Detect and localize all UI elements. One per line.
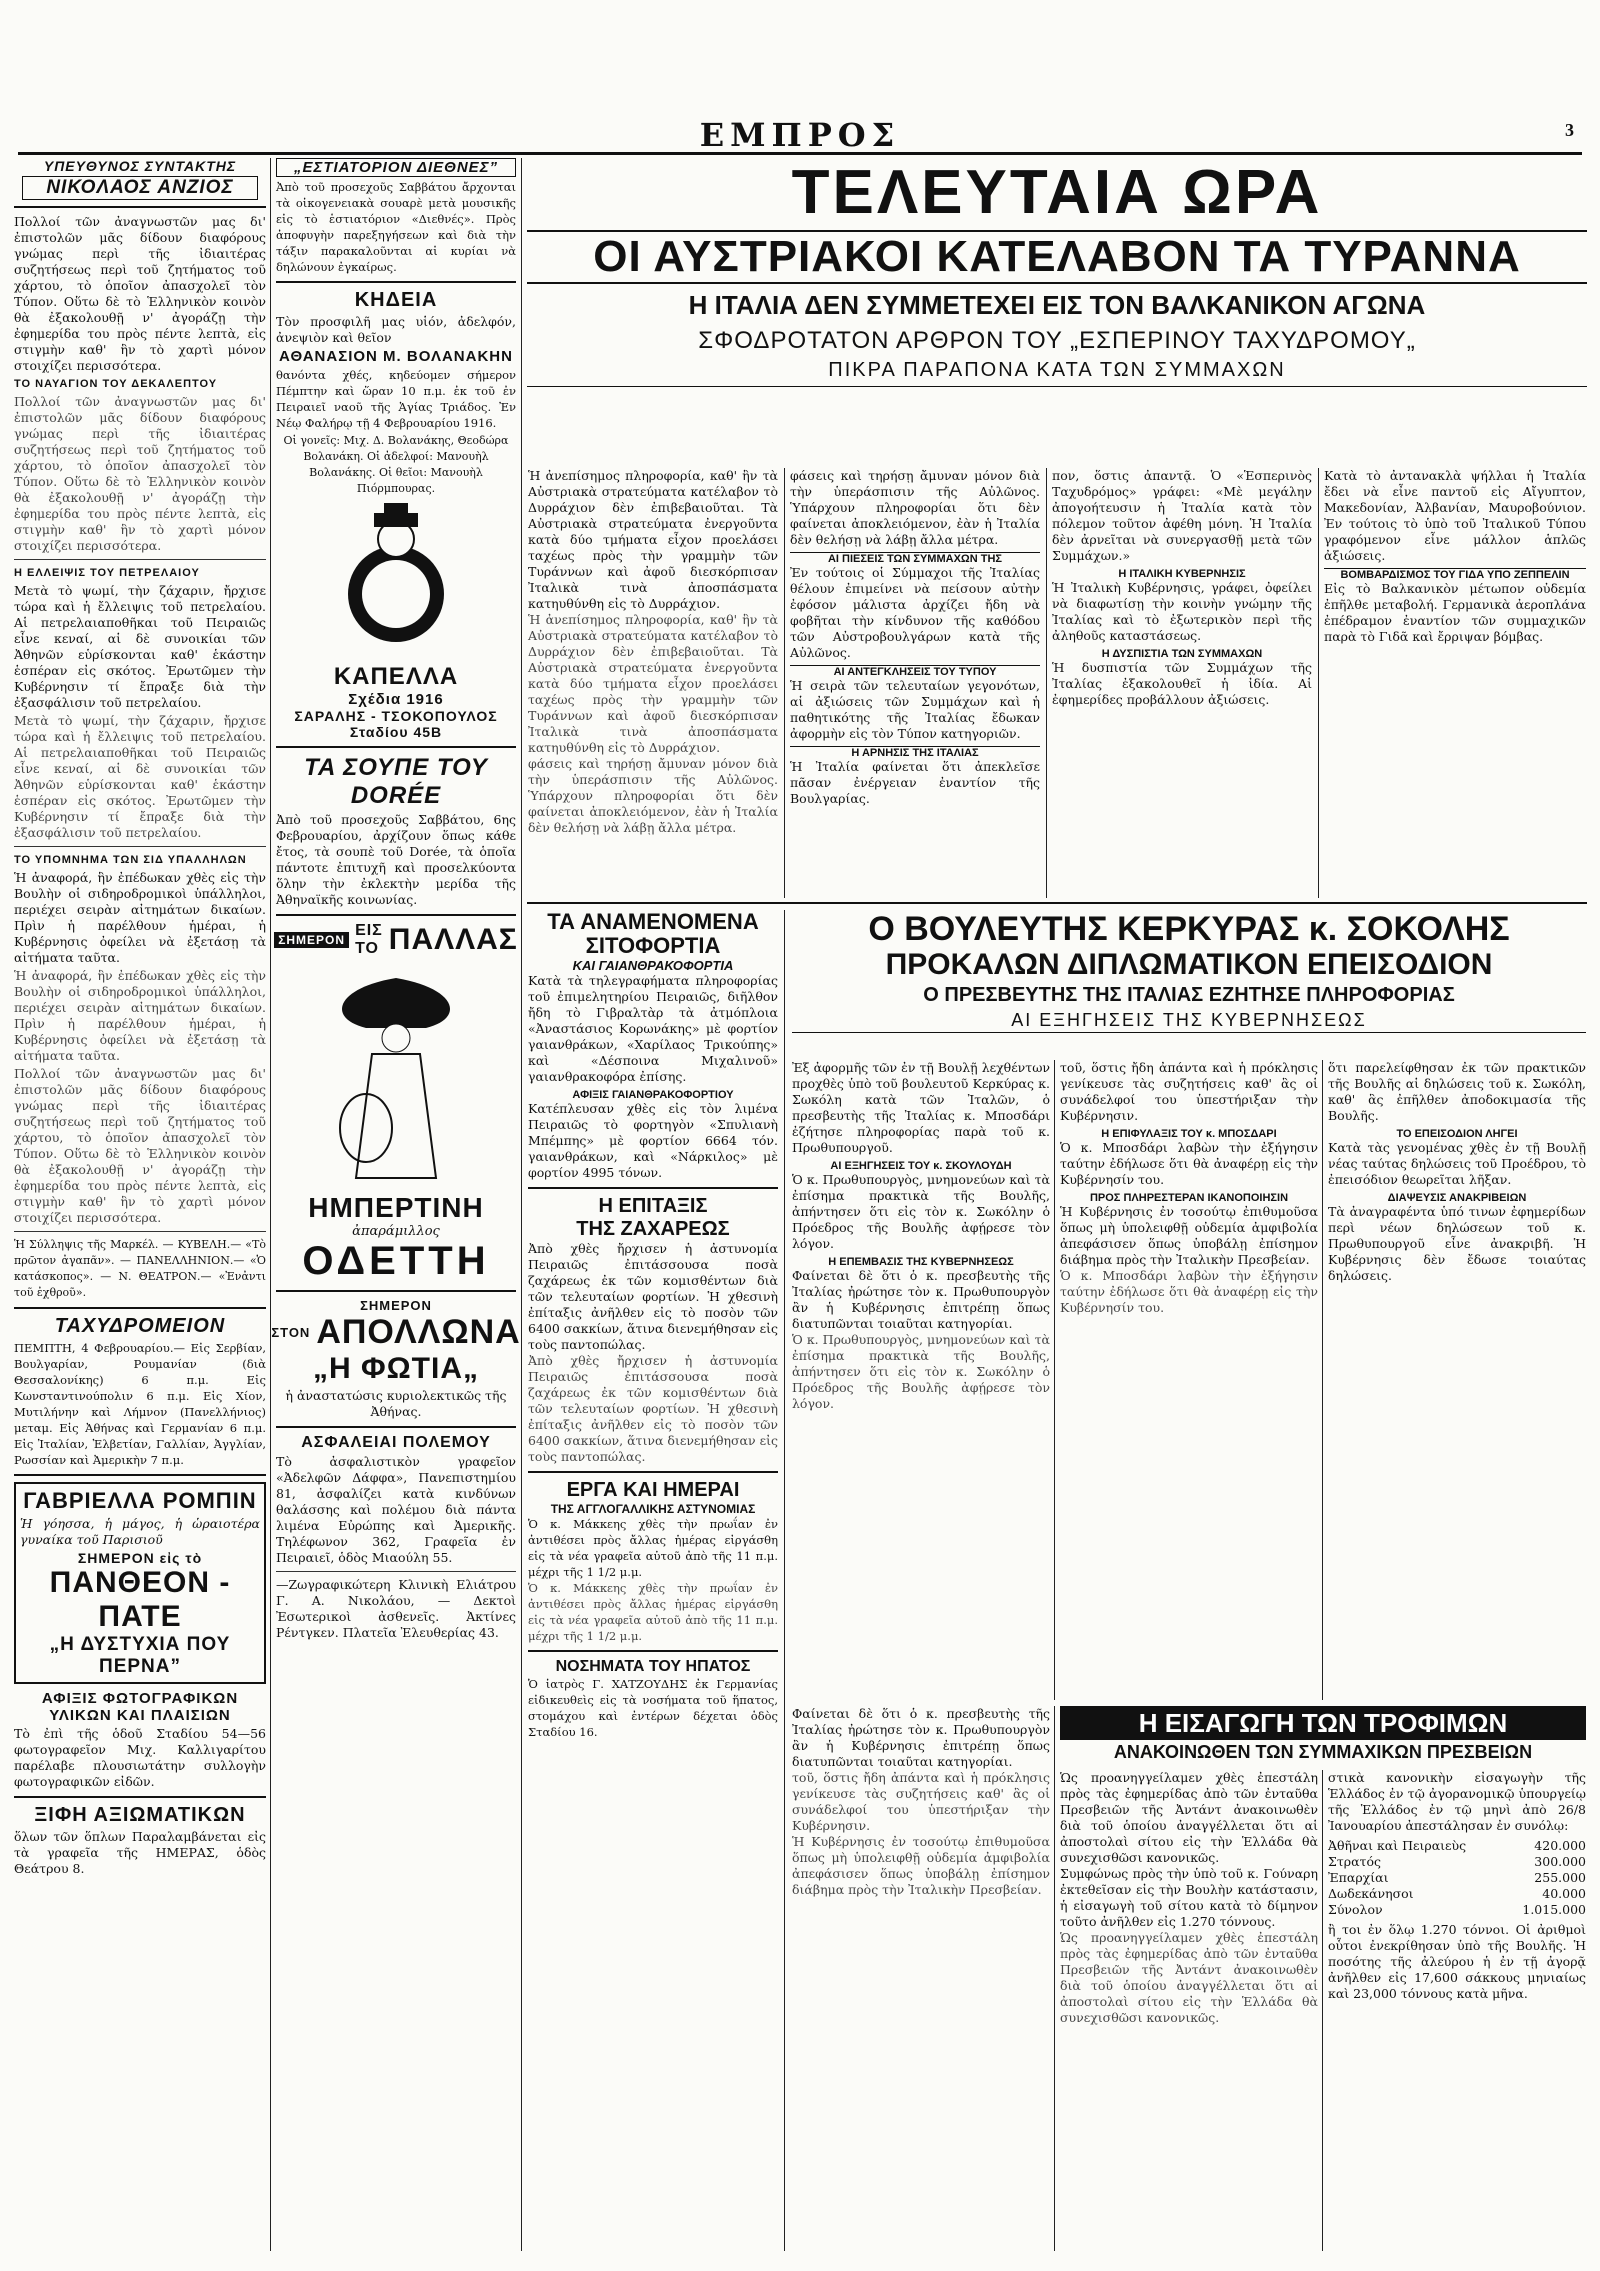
supply-label: Στρατός	[1328, 1854, 1381, 1869]
column-rule	[521, 158, 522, 2251]
obituary-intro: Τὸν προσφιλῆ μας υἱόν, ἀδελφόν, ἀνεψιὸν καὶ θεῖον	[276, 314, 516, 345]
column-rule	[270, 158, 271, 2251]
section-line-4: ΑΙ ΕΞΗΓΗΣΕΙΣ ΤΗΣ ΚΥΒΕΡΝΗΣΕΩΣ	[792, 1008, 1586, 1033]
article-subhead: Η ΔΥΣΠΙΣΤΙΑ ΤΩΝ ΣΥΜΜΑΧΩΝ	[1101, 648, 1263, 660]
divider	[14, 1307, 266, 1309]
divider	[276, 1571, 516, 1572]
kerkyra-col-2	[1060, 1060, 1318, 1700]
soupe-text: Ἀπὸ τοῦ προσεχοῦς Σαββάτου, 6ης Φεβρουαρίου, ἀρχίζουν ὅπως κάθε ἔτος, τὰ σουπὲ τοῦ Dorée, τὰ ὁποῖα πάντοτε ἐπιτυχῆ καὶ προσελκύοντα ὅλην τὴν ἐκλεκτὴν μερίδα τῆς Ἀθηναϊκῆς κοινωνίας.	[276, 812, 516, 907]
divider	[528, 1471, 778, 1473]
article-text: Ἡ Ἰταλικὴ Κυβέρνησις, γράφει, ὀφείλει νὰ διαφωτίσῃ τὴν κοινὴν γνώμην τῆς Ἰταλίας καὶ τὸ ἐξωτερικὸν περὶ τῆς ἀληθοῦς καταστάσεως.	[1052, 580, 1312, 643]
article-text: Ἡ ἀναφορά, ἣν ἐπέδωκαν χθὲς εἰς τὴν Βουλὴν οἱ σιδηροδρομικοὶ ὑπάλληλοι, περιέχει σειρὰν αἰτημάτων δικαίων. Πρὶν ἡ παρέλθουν ἡμέραι, ἡ Κυβέρνησις ὀφείλει νὰ ἐξετάσῃ τὰ αἰτήματα ταῦτα.	[14, 968, 266, 1063]
woman-illustration	[276, 958, 516, 1188]
article-text: φάσεις καὶ τηρήσῃ ἄμυναν μόνον διὰ τὴν ὑπεράσπισιν τῆς Αὐλῶνος. Ὑπάρχουν πληροφορίαι ὅτι δὲν φαίνεται ἀποκλειόμενον, ἐὰν ἡ Ἰταλία δὲν θελήσῃ νὰ λάβῃ ἄλλα μέτρα.	[528, 756, 778, 835]
page-number: 3	[1565, 120, 1574, 140]
article-subhead: ΤΟ ΝΑΥΑΓΙΟΝ ΤΟΥ ΔΕΚΑΛΕΠΤΟΥ	[14, 378, 218, 390]
article-text: Ὁ κ. Πρωθυπουργὸς, μνημονεύων καὶ τὰ ἐπίσημα πρακτικὰ τῆς Βουλῆς, ἀπήντησεν ὅτι εἰς τὸν κ. Σωκόλην ὁ Πρόεδρος τῆς Βουλῆς ἀφῄρεσε τὸν λόγον.	[792, 1172, 1050, 1251]
section-subheadline: ΤΗΣ ΖΑΧΑΡΕΩΣ	[576, 1218, 730, 1240]
article-text: πον, ὅστις ἀπαντᾷ. Ὁ «Ἑσπερινὸς Ταχυδρόμος» γράφει: «Μὲ μεγάλην ἀπογοήτευσιν ἡ Ἰταλία κατὰ τὸν πόλεμον τοῦτον ἀφέθη μόνη. Ἡ Ἰταλία δὲν ἀρνεῖται νὰ συνεργασθῇ μετὰ τῶν Συμμάχων.»	[1052, 468, 1312, 563]
section-headline: ΝΟΣΗΜΑΤΑ ΤΟΥ ΗΠΑΤΟΣ	[555, 1658, 751, 1675]
column-rule	[1046, 468, 1047, 898]
doctor-text: —Ζωγραφικώτερη Κλινικὴ Ελιάτρου Γ. Α. Νικολάου, — Δεκτοὶ Ἐσωτερικοὶ ἀσθενεῖς. Ἀκτίνες Ρέντγκεν. Πλατεῖα Ἐλευθερίας 43.	[276, 1577, 516, 1640]
article-text: Πολλοί τῶν ἀναγνωστῶν μας δι' ἐπιστολῶν μᾶς δίδουν διαφόρους γνώμας περὶ τῆς ἰδιαιτέρας συζητήσεως περὶ τοῦ ζητήματος τοῦ χάρτου, τὸ ὁποῖον ἀπασχολεῖ τὸν Τύπον. Οὕτω δὲ τὸ Ἑλληνικὸν κοινὸν θὰ ἐξακολουθῇ ν' ἀγοράζῃ τὴν ἐφημερίδα του πρὸς πέντε λεπτὰ, εἰς στιγμὴν καθ' ἣν τὸ χαρτὶ μόνον στοιχίζει περισσότερα.	[14, 214, 266, 373]
article-text: Κατὰ τὰ τηλεγραφήματα πληροφορίας τοῦ ἐπιμελητηρίου Πειραιῶς, διῆλθον ἤδη τὸ Γιβραλτὰρ τὰ ἀτμόπλοια «Ἀναστάσιος Κορωνάκης» μὲ φορτίον γαιανθράκων, «Χαρίλαος Τρικούπης» καὶ «Δέσποινα Μιχαλινοῦ» γαιανθρακοφόρα ἐπίσης.	[528, 973, 778, 1084]
article-subhead: ΒΟΜΒΑΡΔΙΣΜΟΣ ΤΟΥ ΓΙΔΑ ΥΠΟ ΖΕΠΠΕΛΙΝ	[1324, 568, 1586, 581]
section-headline: ΕΡΓΑ ΚΑΙ ΗΜΕΡΑΙ	[566, 1479, 740, 1501]
ad-text: ὅλων τῶν ὅπλων Παραλαμβάνεται εἰς τὰ γραφεῖα τῆς ΗΜΕΡΑΣ, ὁδὸς Θεάτρου 8.	[14, 1829, 266, 1876]
divider	[14, 206, 266, 208]
supply-label: Σύνολον	[1328, 1902, 1383, 1917]
article-text: Ὁ κ. Μάκκεης χθὲς τὴν πρωΐαν ἐν ἀντιθέσει πρὸς ἄλλας ἡμέρας εἰργάσθη εἰς τὰ νέα γραφεῖα αὐτοῦ ἀπὸ τῆς 11 π.μ. μέχρι τῆς 1 1/2 μ.μ.	[528, 1581, 778, 1643]
section-subheadline: ΤΗΣ ΑΓΓΛΟΓΑΛΛΙΚΗΣ ΑΣΤΥΝΟΜΙΑΣ	[550, 1502, 756, 1516]
ad-prefix: ΕΙΣ ΤΟ	[355, 922, 383, 957]
ad-title: ΑΦΙΞΙΣ ΦΩΤΟΓΡΑΦΙΚΩΝ ΥΛΙΚΩΝ ΚΑΙ ΠΛΑΙΣΙΩΝ	[41, 1690, 239, 1724]
article-text: φάσεις καὶ τηρήσῃ ἄμυναν μόνον διὰ τὴν ὑπεράσπισιν τῆς Αὐλῶνος. Ὑπάρχουν πληροφορίαι ὅτι δὲν φαίνεται ἀποκλειόμενον, ἐὰν ἡ Ἰταλία δὲν θελήσῃ νὰ λάβῃ ἄλλα μέτρα.	[790, 468, 1040, 547]
supply-row	[1328, 1838, 1586, 1854]
imperial-sub: ἀπαράμιλλος	[352, 1224, 440, 1239]
article-text: Ἡ σειρὰ τῶν τελευταίων γεγονότων, αἱ ἀξιώσεις τῶν Συμμάχων καὶ ἡ παθητικότης τῆς Ἰταλίας ἔδωκαν ἀφορμὴν εἰς τὸν Τύπον κατηγοριῶν.	[790, 678, 1040, 741]
article-text: Ἡ δυσπιστία τῶν Συμμάχων τῆς Ἰταλίας ἐξακολουθεῖ ἡ ἰδία. Αἱ ἐφημερίδες προβάλλουν ἀξιώσεις.	[1052, 660, 1312, 707]
supply-table	[1328, 1838, 1586, 1918]
divider	[276, 914, 516, 916]
theatre-notes: Ἡ Σύλληψις τῆς Μαρκέλ. — ΚΥΒΕΛΗ.— «Τὸ πρῶτον ἀγαπᾶν». — ΠΑΝΕΛΛΗΝΙΟΝ.— «Ὁ κατάσκοπος». — Ν. ΘΕΑΤΡΟΝ.— «Ἐνἀντι τοῦ ἐχθροῦ».	[14, 1238, 266, 1299]
article-subhead: Η ΑΡΝΗΣΙΣ ΤΗΣ ΙΤΑΛΙΑΣ	[790, 746, 1040, 759]
ad-text: ἡ ἀναστατώσις κυριολεκτικῶς τῆς Ἀθήνας.	[285, 1388, 507, 1419]
divider	[528, 1187, 778, 1189]
ad-pantheon	[14, 1482, 266, 1684]
section-subheadline: ΚΑΙ ΓΑΙΑΝΘΡΑΚΟΦΟΡΤΙΑ	[572, 958, 734, 973]
article-subhead: Η ΕΛΛΕΙΨΙΣ ΤΟΥ ΠΕΤΡΕΛΑΙΟΥ	[14, 567, 200, 579]
article-text: Ἀπὸ χθὲς ἤρχισεν ἡ ἀστυνομία Πειραιῶς ἐπιτάσσουσα ποσὰ ζαχάρεως ἐκ τῶν κομισθέντων διὰ τῶν τελευταίων φορτίων. Ἡ χθεσινὴ ἐπίταξις ἀνῆλθεν εἰς τὸ ποσὸν τῶν 6400 σακκίων, ἅτινα διενεμήθησαν εἰς τοὺς παντοπώλας.	[528, 1353, 778, 1464]
article-subhead: ΑΙ ΑΝΤΕΓΚΛΗΣΕΙΣ ΤΟΥ ΤΥΠΟΥ	[790, 665, 1040, 678]
article-text: ἢ τοι ἐν ὅλῳ 1.270 τόννοι. Οἱ ἀριθμοὶ οὗτοι ἐνεκρίθησαν ὑπὸ τῆς Βουλῆς. Ἡ ποσότης τῆς ἀλεύρου ἡ ἐν τῇ ἀγορᾷ ἀνῆλθεν εἰς 17,600 σάκκους μηνιαίως καὶ 23,000 τόννους κατὰ μῆνα.	[1328, 1922, 1586, 2001]
article-text: Κατὰ τὸ ἀντανακλὰ ψήλλαι ἡ Ἰταλία ἔδει νὰ εἶνε παντοῦ εἰς Αἴγυπτον, Μακεδονίαν, Ἀλβανίαν, Μαυροβούνιον. Ἐν τούτοις τὸ ὑπὸ τοῦ Ἰταλικοῦ Τύπου γραφόμενον εἶνε μάλλον ἁπλῶς ἀξιώσεις.	[1324, 468, 1586, 563]
ad-today: ΣΗΜΕΡΟΝ εἰς τὸ	[77, 1550, 203, 1566]
calendar-address: Σταδίου 45Β	[349, 724, 443, 740]
article-text: Μετὰ τὸ ψωμί, τὴν ζάχαριν, ἤρχισε τώρα καὶ ἡ ἔλλειψις τοῦ πετρελαίου. Αἱ πετρελαιαποθῆκαι τοῦ Πειραιῶς εἶνε κεναί, αἱ δὲ συνοικίαι τῶν Ἀθηνῶν εὑρίσκονται καθ' ἑκάστην ἑσπέραν εἰς σκότος. Ἐρωτῶμεν τὴν Κυβέρνησιν τί ἔπραξε διὰ τὴν ἐξασφάλισιν τοῦ πετρελαίου.	[14, 713, 266, 840]
soupe-title: ΤΑ ΣΟΥΠΕ ΤΟΥ DORÉE	[304, 754, 488, 809]
calendar-year: Σχέδια 1916	[348, 691, 444, 708]
ad-prefix: ΣΤΟΝ	[271, 1325, 311, 1340]
supply-row	[1328, 1902, 1586, 1918]
article-text: Κατὰ τὰς γενομένας χθὲς ἐν τῇ Βουλῇ νέας ταύτας δηλώσεις τοῦ Προέδρου, τὸ ἐπεισόδιον θεωρεῖται λῆξαν.	[1328, 1140, 1586, 1187]
article-subhead: ΑΙ ΕΞΗΓΗΣΕΙΣ ΤΟΥ κ. ΣΚΟΥΛΟΥΔΗ	[830, 1160, 1012, 1172]
article-text: Συμφώνως πρὸς τὴν ὑπὸ τοῦ κ. Γούναρη ἐκτεθεῖσαν εἰς τὴν Βουλὴν κατάστασιν, ἡ εἰσαγωγὴ τοῦ σίτου κατὰ τὸ δίμηνον τοῦτο ἀνῆλθεν εἰς 1.270 τόννους.	[1060, 1866, 1318, 1929]
ad-today: ΣΗΜΕΡΟΝ	[360, 1298, 432, 1313]
food-col-2	[1328, 1770, 1586, 2250]
article-subhead: ΔΙΑΨΕΥΣΙΣ ΑΝΑΚΡΙΒΕΙΩΝ	[1387, 1192, 1527, 1204]
kerkyra-col-3	[1328, 1060, 1586, 1700]
ad-text: Τὸ ἐπὶ τῆς ὁδοῦ Σταδίου 54—56 φωτογραφεῖον Μιχ. Καλλιγαρίτου παρέλαβε πλουσιωτάτην συλλογὴν φωτογραφικῶν εἰδῶν.	[14, 1726, 266, 1789]
section-headline: ΤΑ ΑΝΑΜΕΝΟΜΕΝΑ ΣΙΤΟΦΟΡΤΙΑ	[547, 909, 759, 958]
article-text: Ὡς προανηγγείλαμεν χθὲς ἐπεστάλη πρὸς τὰς ἐφημερίδας ἀπὸ τῶν ἐνταῦθα Πρεσβειῶν τῆς Ἀντάντ ἀνακοινωθὲν διὰ τοῦ ὁποίου ἀναγγέλλεται ὅτι αἱ ἀποστολαὶ σίτου εἰς τὴν Ἑλλάδα θὰ συνεχισθῶσι κανονικῶς.	[1060, 1770, 1318, 1865]
divider	[276, 281, 516, 283]
article-subhead: ΑΙ ΠΙΕΣΕΙΣ ΤΩΝ ΣΥΜΜΑΧΩΝ ΤΗΣ	[790, 552, 1040, 565]
lower-column-3	[528, 910, 778, 2250]
supply-value: 1.015.000	[1522, 1902, 1586, 1917]
article-text: Φαίνεται δὲ ὅτι ὁ κ. πρεσβευτὴς τῆς Ἰταλίας ἠρώτησε τὸν κ. Πρωθυπουργὸν ἂν ἡ Κυβέρνησις ἐπιτρέπῃ ὅπως διατυπῶνται τοιαῦται κατηγορίαι.	[792, 1706, 1050, 1769]
calendar-shop: ΣΑΡΑΛΗΣ - ΤΣΟΚΟΠΟΥΛΟΣ	[294, 708, 498, 724]
article-text: Ὁ κ. Πρωθυπουργὸς, μνημονεύων καὶ τὰ ἐπίσημα πρακτικὰ τῆς Βουλῆς, ἀπήντησεν ὅτι εἰς τὸν κ. Σωκόλην ὁ Πρόεδρος τῆς Βουλῆς ἀφῄρεσε τὸν λόγον.	[792, 1332, 1050, 1411]
column-rule	[1322, 1770, 1323, 2251]
obituary-title: ΚΗΔΕΙΑ	[354, 289, 438, 311]
obituary-text: θανόντα χθές, κηδεύομεν σήμερον Πέμπτην καὶ ὥραν 10 π.μ. ἐκ τοῦ ἐν Πειραιεῖ ναοῦ τῆς Ἁγίας Τριάδος. Ἐν Νέῳ Φαλήρῳ τῇ 4 Φεβρουαρίου 1916.	[276, 368, 516, 430]
article-text: Ἡ Κυβέρνησις ἐν τοσούτῳ ἐπιθυμοῦσα ὅπως μὴ ὑπολειφθῇ οὐδεμία ἀμφιβολία ἀπεφάσισεν ὅπως ὑποβάλῃ ἐπίσημον διάβημα πρὸς τὴν Ἰταλικὴν Πρεσβείαν.	[1060, 1204, 1318, 1267]
column-rule	[1322, 1060, 1323, 1700]
article-text: Τὰ ἀναγραφέντα ὑπό τινων ἐφημερίδων περὶ νέων δηλώσεων τοῦ κ. Πρωθυπουργοῦ εἶνε ἀνακριβῆ. Ἡ Κυβέρνησις δὲν ἔδωσε τοιαύτας δηλώσεις.	[1328, 1204, 1586, 1283]
news-column-5	[1052, 468, 1312, 898]
imperial-title: ΗΜΠΕΡΤΙΝΗ	[308, 1192, 484, 1223]
section-headline: Η ΕΙΣΑΓΩΓΗ ΤΩΝ ΤΡΟΦΙΜΩΝ	[1060, 1706, 1586, 1740]
article-text: Ὁ κ. Μποσδάρι λαβὼν τὴν ἐξήγησιν ταύτην ἐδήλωσε ὅτι θὰ ἀναφέρῃ εἰς τὴν Κυβέρνησίν του.	[1060, 1268, 1318, 1315]
article-text: ὅτι παρελείφθησαν ἐκ τῶν πρακτικῶν τῆς Βουλῆς αἱ δηλώσεις τοῦ κ. Σωκόλη, καθ' ἃς ἐπῆλθεν ἀποδοκιμασία τῆς Βουλῆς.	[1328, 1060, 1586, 1123]
ad-film: „Η ΦΩΤΙΑ„	[312, 1352, 479, 1385]
article-subhead: Η ΕΠΕΜΒΑΣΙΣ ΤΗΣ ΚΥΒΕΡΝΗΣΕΩΣ	[828, 1256, 1014, 1268]
section-line-3: Ο ΠΡΕΣΒΕΥΤΗΣ ΤΗΣ ΙΤΑΛΙΑΣ ΕΖΗΤΗΣΕ ΠΛΗΡΟΦΟΡΙΑΣ	[923, 984, 1455, 1006]
lower-col-4	[792, 1706, 1050, 2250]
calendar-illustration	[276, 499, 516, 659]
article-text: Φαίνεται δὲ ὅτι ὁ κ. πρεσβευτὴς τῆς Ἰταλίας ἠρώτησε τὸν κ. Πρωθυπουργὸν ἂν ἡ Κυβέρνησις ἐπιτρέπῃ ὅπως διατυπῶνται τοιαῦται κατηγορίαι.	[792, 1268, 1050, 1331]
article-text: Πολλοί τῶν ἀναγνωστῶν μας δι' ἐπιστολῶν μᾶς δίδουν διαφόρους γνώμας περὶ τῆς ἰδιαιτέρας συζητήσεως περὶ τοῦ ζητήματος τοῦ χάρτου, τὸ ὁποῖον ἀπασχολεῖ τὸν Τύπον. Οὕτω δὲ τὸ Ἑλληνικὸν κοινὸν θὰ ἐξακολουθῇ ν' ἀγοράζῃ τὴν ἐφημερίδα του πρὸς πέντε λεπτὰ, εἰς στιγμὴν καθ' ἣν τὸ χαρτὶ μόνον στοιχίζει περισσότερα.	[14, 1066, 266, 1225]
article-text: Ὁ κ. Μάκκεης χθὲς τὴν πρωΐαν ἐν ἀντιθέσει πρὸς ἄλλας ἡμέρας εἰργάσθη εἰς τὰ νέα γραφεῖα αὐτοῦ ἀπὸ τῆς 11 π.μ. μέχρι τῆς 1 1/2 μ.μ.	[528, 1517, 778, 1579]
insurance-title: ΑΣΦΑΛΕΙΑΙ ΠΟΛΕΜΟΥ	[301, 1434, 491, 1451]
article-text: Ὁ ἰατρὸς Γ. ΧΑΤΖΟΥΔΗΣ ἐκ Γερμανίας εἰδικευθεὶς εἰς τὰ νοσήματα τοῦ ἥπατος, στομάχου καὶ ἐντέρων δέχεται ὁδὸς Σταδίου 16.	[528, 1677, 778, 1739]
post-title: ΤΑΧΥΔΡΟΜΕΙΟΝ	[54, 1315, 226, 1337]
article-subhead: ΑΦΙΞΙΣ ΓΑΙΑΝΘΡΑΚΟΦΟΡΤΙΟΥ	[572, 1089, 734, 1101]
article-text: Μετὰ τὸ ψωμί, τὴν ζάχαριν, ἤρχισε τώρα καὶ ἡ ἔλλειψις τοῦ πετρελαίου. Αἱ πετρελαιαποθῆκαι τοῦ Πειραιῶς εἶνε κεναί, αἱ δὲ συνοικίαι τῶν Ἀθηνῶν εὑρίσκονται καθ' ἑκάστην ἑσπέραν εἰς σκότος. Ἐρωτῶμεν τὴν Κυβέρνησιν τί ἔπραξε διὰ τὴν ἐξασφάλισιν τοῦ πετρελαίου.	[14, 583, 266, 710]
divider	[527, 902, 1587, 904]
article-text: Ἐν τούτοις οἱ Σύμμαχοι τῆς Ἰταλίας θέλουν ἐπιμείνει νὰ πείσουν αὐτὴν ἐφόσον μάλιστα ἀρχίζει ἤδη νὰ φοβῆται τὴν κίνδυνον τῆς καθόδου τῶν Αὐστροβουλγάρων κατὰ τῆς Αὐλῶνος.	[790, 565, 1040, 660]
pallas-ad	[276, 922, 516, 958]
article-text: Ἀπὸ χθὲς ἤρχισεν ἡ ἀστυνομία Πειραιῶς ἐπιτάσσουσα ποσὰ ζαχάρεως ἐκ τῶν κομισθέντων διὰ τῶν τελευταίων φορτίων. Ἡ χθεσινὴ ἐπίταξις ἀνῆλθεν εἰς τὸ ποσὸν τῶν 6400 σακκίων, ἅτινα διενεμήθησαν εἰς τοὺς παντοπώλας.	[528, 1241, 778, 1352]
ad-title: ΓΑΒΡΙΕΛΛΑ ΡΟΜΠΙΝ	[23, 1488, 257, 1513]
column-rule	[1318, 468, 1319, 898]
article-text: Εἰς τὸ Βαλκανικὸν μέτωπον οὐδεμία ἐπῆλθε μεταβολή. Γερμανικὰ ἀεροπλάνα ἐπέδραμον ἐναντίον τῶν συμμαχικῶν παρὰ τὸ Γιδᾶ καὶ ἔρριψαν βόμβας.	[1324, 581, 1586, 644]
calendar-brand: ΚΑΠΕΛΛΑ	[333, 663, 459, 690]
divider	[276, 1290, 516, 1292]
article-text: Ἡ ἀνεπίσημος πληροφορία, καθ' ἣν τὰ Αὐστριακὰ στρατεύματα κατέλαβον τὸ Δυρράχιον δὲν ἐπιβεβαιοῦται. Τὰ Αὐστριακὰ στρατεύματα ἐνεργοῦντα κατὰ δύο τμήματα εἶχον προελάσει ταχέως πρὸς τὴν γραμμὴν τῶν Τυράννων καὶ ἀφοῦ διεσκόρπισαν Ἰταλικὰ τινὰ ἀποσπάσματα κατηυθύνθη εἰς τὸ Δυρράχιον.	[528, 612, 778, 755]
banner-line-5: ΠΙΚΡΑ ΠΑΡΑΠΟΝΑ ΚΑΤΑ ΤΩΝ ΣΥΜΜΑΧΩΝ	[527, 359, 1587, 387]
article-subhead: ΤΟ ΕΠΕΙΣΟΔΙΟΝ ΛΗΓΕΙ	[1396, 1128, 1518, 1140]
column-rule	[784, 468, 785, 898]
supply-value: 300.000	[1534, 1854, 1586, 1869]
banner-line-4: ΣΦΟΔΡΟΤΑΤΟΝ ΑΡΘΡΟΝ ΤΟΥ „ΕΣΠΕΡΙΝΟΥ ΤΑΧΥΔΡΟΜΟΥ„	[698, 327, 1416, 354]
article-title: „ΕΣΤΙΑΤΟΡΙΟΝ ΔΙΕΘΝΕΣ”	[276, 158, 516, 177]
section-subheadline: ΠΡΟΚΑΛΩΝ ΔΙΠΛΩΜΑΤΙΚΟΝ ΕΠΕΙΣΟΔΙΟΝ	[885, 948, 1493, 981]
banner-subheadline: ΟΙ ΑΥΣΤΡΙΑΚΟΙ ΚΑΤΕΛΑΒΟΝ ΤΑ ΤΥΡΑΝΝΑ	[527, 230, 1587, 284]
divider	[14, 1796, 266, 1798]
article-subhead: Η ΙΤΑΛΙΚΗ ΚΥΒΕΡΝΗΣΙΣ	[1118, 568, 1246, 580]
article-text: στικὰ κανονικὴν εἰσαγωγὴν τῆς Ἑλλάδος ἐν τῷ ἀγορανομικῷ ὑπουργείῳ τῆς Ἑλλάδος ἐν τῷ μηνὶ ἀπὸ 26/8 Ἰανουαρίου ἀπεστάλησαν ἐν συνόλῳ:	[1328, 1770, 1586, 1833]
article-text: Πολλοί τῶν ἀναγνωστῶν μας δι' ἐπιστολῶν μᾶς δίδουν διαφόρους γνώμας περὶ τῆς ἰδιαιτέρας συζητήσεως περὶ τοῦ ζητήματος τοῦ χάρτου, τὸ ὁποῖον ἀπασχολεῖ τὸν Τύπον. Οὕτω δὲ τὸ Ἑλληνικὸν κοινὸν θὰ ἐξακολουθῇ ν' ἀγοράζῃ τὴν ἐφημερίδα του πρὸς πέντε λεπτὰ, εἰς στιγμὴν καθ' ἣν τὸ χαρτὶ μόνον στοιχίζει περισσότερα.	[14, 394, 266, 553]
supply-label: Ἐπαρχίαι	[1328, 1870, 1389, 1885]
apollon-ad	[271, 1313, 521, 1352]
ad-venue: ΑΠΟΛΛΩΝΑ	[316, 1313, 521, 1351]
kerkyra-headline-block	[792, 910, 1586, 1033]
ad-film: „Η ΔΥΣΤΥΧΙΑ ΠΟΥ ΠΕΡΝΑ”	[49, 1634, 231, 1677]
editor-name: ΝΙΚΟΛΑΟΣ ΑΝΖΙΟΣ	[22, 176, 258, 200]
article-text: Ὁ κ. Μποσδάρι λαβὼν τὴν ἐξήγησιν ταύτην ἐδήλωσε ὅτι θὰ ἀναφέρῃ εἰς τὴν Κυβέρνησίν του.	[1060, 1140, 1318, 1187]
insurance-text: Τὸ ἀσφαλιστικὸν γραφεῖον «Ἀδελφῶν Δάφφα», Πανεπιστημίου 81, ἀσφαλίζει κατὰ κινδύνων θαλάσσης καὶ πολέμου διὰ πάντα λιμένα Εὐρώπης καὶ Ἀμερικῆς. Τηλέφωνον 362, Γραφεῖα ἐν Πειραιεῖ, ὁδὸς Μιαούλη 55.	[276, 1454, 516, 1565]
column-rule	[1054, 1060, 1055, 1700]
supply-value: 255.000	[1534, 1870, 1586, 1885]
ad-venue: ΠΑΛΛΑΣ	[388, 923, 518, 956]
kerkyra-col-1	[792, 1060, 1050, 1700]
article-text: Ἡ Ἰταλία φαίνεται ὅτι ἀπεκλεῖσε πᾶσαν ἐνέργειαν ἐναντίον τῆς Βουλγαρίας.	[790, 759, 1040, 806]
supply-label: Ἀθῆναι καὶ Πειραιεὺς	[1328, 1838, 1467, 1853]
article-text: Ἐξ ἀφορμῆς τῶν ἐν τῇ Βουλῇ λεχθέντων προχθὲς ὑπὸ τοῦ βουλευτοῦ Κερκύρας κ. Σωκόλη κατὰ τῶν Ἰταλῶν, ὁ πρεσβευτὴς τῆς Ἰταλίας κ. Μποσδάρι ἐζήτησε πληροφορίας παρὰ τοῦ κ. Πρωθυπουργοῦ.	[792, 1060, 1050, 1155]
editor-label: ΥΠΕΥΘΥΝΟΣ ΣΥΝΤΑΚΤΗΣ	[43, 158, 237, 174]
article-text: Ἡ Κυβέρνησις ἐν τοσούτῳ ἐπιθυμοῦσα ὅπως μὴ ὑπολειφθῇ οὐδεμία ἀμφιβολία ἀπεφάσισεν ὅπως ὑποβάλῃ ἐπίσημον διάβημα πρὸς τὴν Ἰταλικὴν Πρεσβείαν.	[792, 1834, 1050, 1897]
article-text: Ἡ ἀναφορά, ἣν ἐπέδωκαν χθὲς εἰς τὴν Βουλὴν οἱ σιδηροδρομικοὶ ὑπάλληλοι, περιέχει σειρὰν αἰτημάτων δικαίων. Πρὶν ἡ παρέλθουν ἡμέραι, ἡ Κυβέρνησις ὀφείλει νὰ ἐξετάσῃ τὰ αἰτήματα ταῦτα.	[14, 870, 266, 965]
column-2	[271, 158, 521, 2251]
supply-row	[1328, 1870, 1586, 1886]
divider	[14, 559, 266, 560]
article-text: Ὡς προανηγγείλαμεν χθὲς ἐπεστάλη πρὸς τὰς ἐφημερίδας ἀπὸ τῶν ἐνταῦθα Πρεσβειῶν τῆς Ἀντάντ ἀνακοινωθὲν διὰ τοῦ ὁποίου ἀναγγέλλεται ὅτι αἱ ἀποστολαὶ σίτου εἰς τὴν Ἑλλάδα θὰ συνεχισθῶσι κανονικῶς.	[1060, 1930, 1318, 2025]
masthead	[18, 118, 1582, 155]
food-col-1	[1060, 1770, 1318, 2250]
obituary-name: ΑΘΑΝΑΣΙΟΝ Μ. ΒΟΛΑΝΑΚΗΝ	[279, 348, 513, 365]
article-subhead: ΠΡΟΣ ΠΛΗΡΕΣΤΕΡΑΝ ΙΚΑΝΟΠΟΙΗΣΙΝ	[1089, 1192, 1289, 1204]
news-column-6	[1324, 468, 1586, 898]
imperial-name: ΟΔΕΤΤΗ	[302, 1239, 490, 1283]
food-headline-block	[1060, 1706, 1586, 1764]
column-rule	[1054, 1706, 1055, 2251]
supply-label: Δωδεκάνησοι	[1328, 1886, 1414, 1901]
article-text: τοῦ, ὅστις ἤδη ἀπάντα καὶ ἡ πρόκλησις γενίκευσε τὰς συζητήσεις καθ' ἃς οἱ συνάδελφοί του ὑπεστήριξαν τὴν Κυβέρνησιν.	[792, 1770, 1050, 1833]
divider	[276, 1426, 516, 1428]
banner-line-3: Η ΙΤΑΛΙΑ ΔΕΝ ΣΥΜΜΕΤΕΧΕΙ ΕΙΣ ΤΟΝ ΒΑΛΚΑΝΙΚΟΝ ΑΓΩΝΑ	[688, 290, 1426, 320]
divider	[528, 1650, 778, 1652]
ad-today: ΣΗΜΕΡΟΝ	[274, 932, 349, 948]
supply-row	[1328, 1886, 1586, 1902]
ad-text: Ἡ γόησσα, ἡ μάγος, ἡ ὡραιοτέρα γυναίκα τοῦ Παρισιοῦ	[20, 1516, 260, 1547]
divider	[14, 846, 266, 847]
divider	[14, 1231, 266, 1232]
column-1	[14, 158, 266, 2251]
obituary-family: Οἱ γονεῖς: Μιχ. Δ. Βολανάκης, Θεοδώρα Βολανάκη. Οἱ ἀδελφοί: Μανουὴλ Βολανάκης. Οἱ θεῖοι: Μανουὴλ Πιόρμπουρας.	[283, 434, 509, 495]
divider	[14, 1474, 266, 1476]
article-text: Ἀπὸ τοῦ προσεχοῦς Σαββάτου ἄρχονται τὰ οἰκογενειακὰ σουαρὲ μετὰ μουσικῆς εἰς τὸ ἑστιατόριον «Διεθνές». Πρὸς ἀποφυγὴν παρεξηγήσεων καὶ διὰ τὴν τάξιν παρακαλοῦνται αἱ κυρίαι νὰ δηλώνουν ἐγκαίρως.	[276, 180, 516, 274]
post-text: ΠΕΜΠΤΗ, 4 Φεβρουαρίου.— Εἰς Σερβίαν, Βουλγαρίαν, Ρουμανίαν (διὰ Θεσσαλονίκης) 6 π.μ. Εἰς Κωνσταντινούπολιν 6 π.μ. Εἰς Χίον, Μυτιλήνην καὶ Λήμνον (Πανελλήνιος) μεταμ. Εἰς Ἀθήνας καὶ Γερμανίαν 6 π.μ. Εἰς Ἰταλίαν, Ἑλβετίαν, Γαλλίαν, Ἀγγλίαν, Ρωσσίαν καὶ Ἀμερικὴν 7 π.μ.	[14, 1341, 266, 1467]
ad-venue: ΠΑΝΘΕΟΝ - ΠΑΤΕ	[49, 1566, 231, 1633]
supply-value: 420.000	[1534, 1838, 1586, 1853]
section-subheadline: ΑΝΑΚΟΙΝΩΘΕΝ ΤΩΝ ΣΥΜΜΑΧΙΚΩΝ ΠΡΕΣΒΕΙΩΝ	[1113, 1742, 1533, 1762]
news-column-4	[790, 468, 1040, 898]
article-text: Κατέπλευσαν χθὲς εἰς τὸν λιμένα Πειραιῶς τὸ φορτηγὸν «Σπυλιανὴ Μπέμπης» μὲ φορτίον 6664 τόν. γαιανθράκων, καὶ «Νάρκιλος» μὲ φορτίον 4995 τόνων.	[528, 1101, 778, 1180]
divider	[276, 746, 516, 748]
article-text: Ἡ ἀνεπίσημος πληροφορία, καθ' ἣν τὰ Αὐστριακὰ στρατεύματα κατέλαβον τὸ Δυρράχιον δὲν ἐπιβεβαιοῦται. Τὰ Αὐστριακὰ στρατεύματα ἐνεργοῦντα κατὰ δύο τμήματα εἶχον προελάσει ταχέως πρὸς τὴν γραμμὴν τῶν Τυράννων καὶ ἀφοῦ διεσκόρπισαν Ἰταλικὰ τινὰ ἀποσπάσματα κατηυθύνθη εἰς τὸ Δυρράχιον.	[528, 468, 778, 611]
masthead-title: ΕΜΠΡΟΣ	[699, 116, 901, 154]
article-subhead: Η ΕΠΙΦΥΛΑΞΙΣ ΤΟΥ κ. ΜΠΟΣΔΑΡΙ	[1101, 1128, 1277, 1140]
banner-headline: ΤΕΛΕΥΤΑΙΑ ΩΡΑ	[791, 158, 1323, 227]
supply-value: 40.000	[1542, 1886, 1586, 1901]
news-column-3	[528, 468, 778, 898]
article-subhead: ΤΟ ΥΠΟΜΝΗΜΑ ΤΩΝ ΣΙΔ ΥΠΑΛΛΗΛΩΝ	[14, 854, 247, 866]
section-headline: Ο ΒΟΥΛΕΥΤΗΣ ΚΕΡΚΥΡΑΣ κ. ΣΟΚΟΛΗΣ	[868, 910, 1510, 948]
ad-title: ΞΙΦΗ ΑΞΙΩΜΑΤΙΚΩΝ	[34, 1804, 246, 1826]
supply-row	[1328, 1854, 1586, 1870]
section-headline: Η ΕΠΙΤΑΞΙΣ	[598, 1195, 708, 1217]
article-text: τοῦ, ὅστις ἤδη ἀπάντα καὶ ἡ πρόκλησις γενίκευσε τὰς συζητήσεις καθ' ἃς οἱ συνάδελφοί του ὑπεστήριξαν τὴν Κυβέρνησιν.	[1060, 1060, 1318, 1123]
column-rule	[784, 910, 785, 2251]
main-banner	[527, 160, 1587, 387]
